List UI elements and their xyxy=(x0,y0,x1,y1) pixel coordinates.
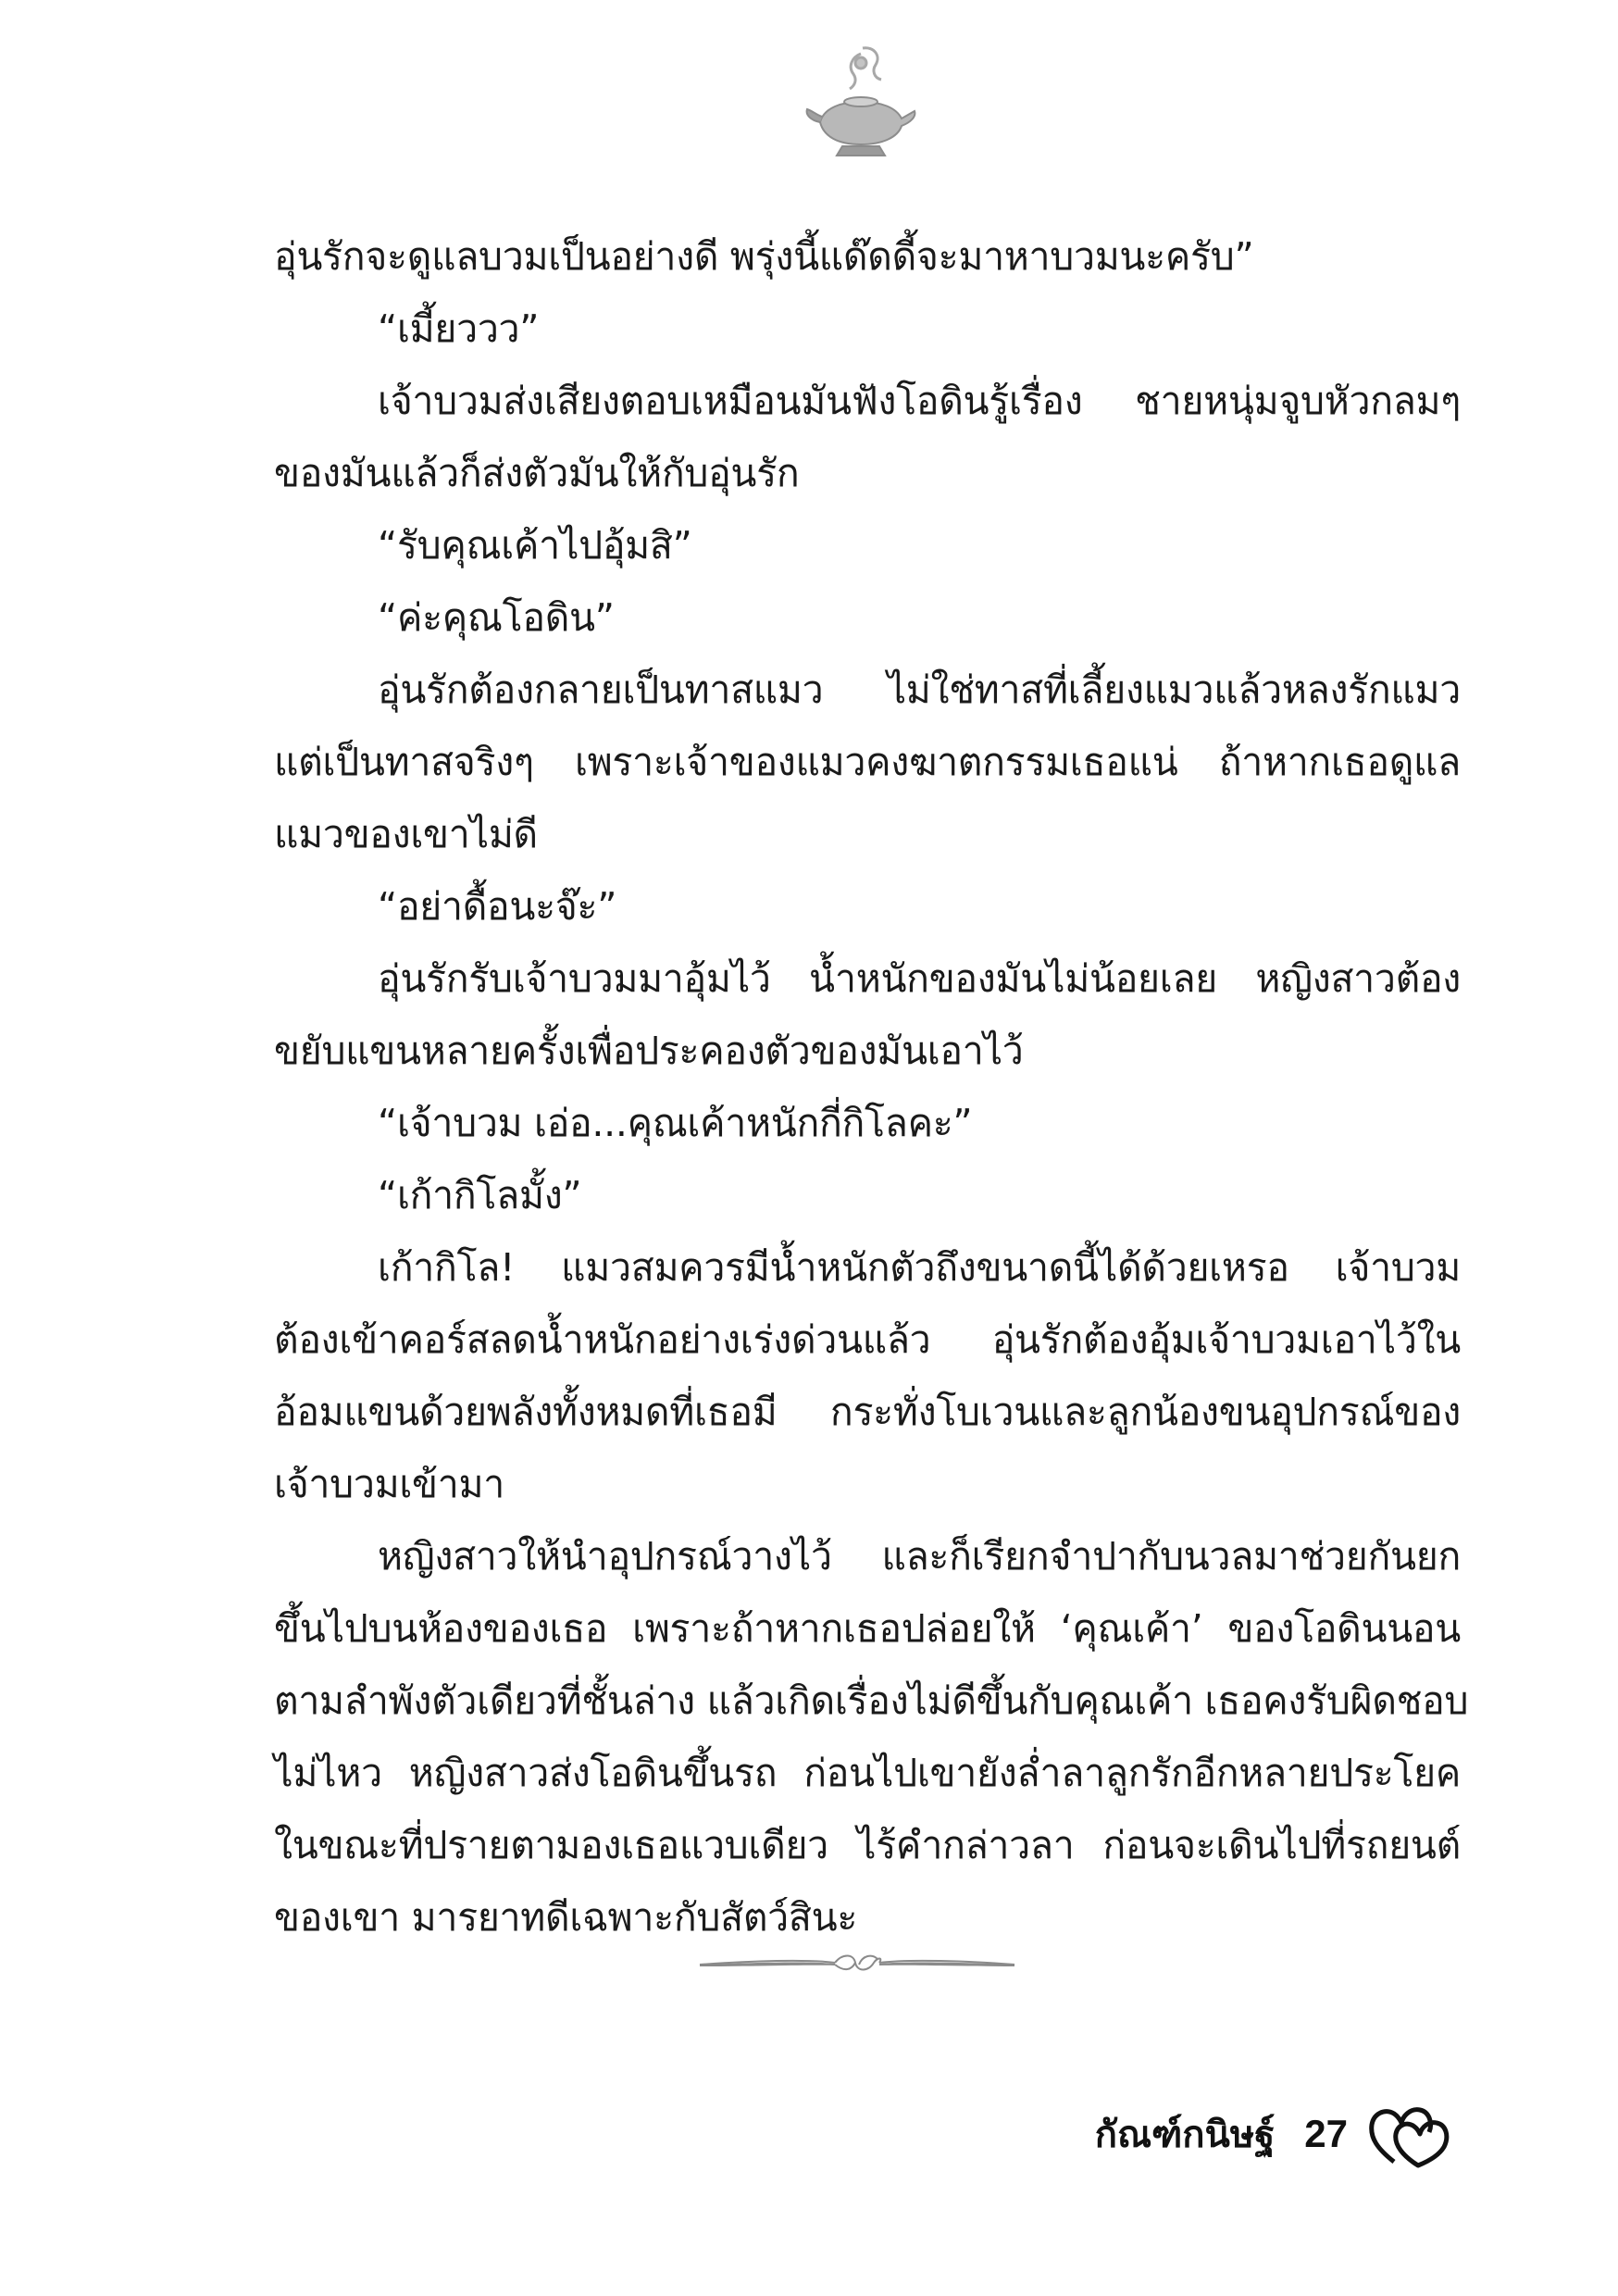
author-name: กัณฑ์กนิษฐ์ xyxy=(1094,2114,1276,2156)
double-heart-icon xyxy=(1366,2097,1451,2171)
flourish-divider-icon xyxy=(696,1944,1018,1981)
text-line: แต่เป็นทาสจริงๆ เพราะเจ้าของแมวคงฆาตกรรมเธอแน่ ถ้าหากเธอดูแล xyxy=(274,740,1461,784)
page-footer xyxy=(1095,2088,1451,2180)
text-line: ต้องเข้าคอร์สลดน้ำหนักอย่างเร่งด่วนแล้ว อุ่นรักต้องอุ้มเจ้าบวมเอาไว้ใน xyxy=(274,1317,1461,1362)
text-line: อุ่นรักจะดูแลบวมเป็นอย่างดี พรุ่งนี้แด๊ดดี้จะมาหาบวมนะครับ” xyxy=(274,234,1254,279)
text-line: “รับคุณเค้าไปอุ้มสิ” xyxy=(378,523,692,568)
text-line: เจ้าบวมเข้ามา xyxy=(274,1462,504,1506)
text-line: ขยับแขนหลายครั้งเพื่อประคองตัวของมันเอาไว้ xyxy=(274,1029,1024,1073)
text-line: เจ้าบวมส่งเสียงตอบเหมือนมันฟังโอดินรู้เรื่อง ชายหนุ่มจูบหัวกลมๆ xyxy=(378,379,1461,423)
text-line: อ้อมแขนด้วยพลังทั้งหมดที่เธอมี กระทั่งโบเวนและลูกน้องขนอุปกรณ์ของ xyxy=(274,1390,1461,1434)
text-line: “อย่าดื้อนะจ๊ะ” xyxy=(378,884,617,929)
text-line: เก้ากิโล! แมวสมควรมีน้ำหนักตัวถึงขนาดนี้ได้ด้วยเหรอ เจ้าบวม xyxy=(378,1245,1461,1290)
text-line: ตามลำพังตัวเดียวที่ชั้นล่าง แล้วเกิดเรื่องไม่ดีขึ้นกับคุณเค้า เธอคงรับผิดชอบ xyxy=(274,1678,1469,1723)
text-line: ของมันแล้วก็ส่งตัวมันให้กับอุ่นรัก xyxy=(274,451,800,495)
text-line: ของเขา มารยาทดีเฉพาะกับสัตว์สินะ xyxy=(274,1895,858,1940)
text-line: “เมี้ยววว” xyxy=(378,306,540,351)
body-text xyxy=(274,220,1469,1953)
text-line: แมวของเขาไม่ดี xyxy=(274,812,538,856)
text-line: ขึ้นไปบนห้องของเธอ เพราะถ้าหากเธอปล่อยให้ ‘คุณเค้า’ ของโอดินนอน xyxy=(274,1606,1461,1651)
genie-lamp-logo-icon xyxy=(796,37,926,167)
text-line: “เจ้าบวม เอ่อ...คุณเค้าหนักกี่กิโลคะ” xyxy=(378,1101,973,1145)
text-line: “ค่ะคุณโอดิน” xyxy=(378,595,615,640)
text-line: ในขณะที่ปรายตามองเธอแวบเดียว ไร้คำกล่าวลา ก่อนจะเดินไปที่รถยนต์ xyxy=(274,1823,1461,1867)
text-line: อุ่นรักรับเจ้าบวมมาอุ้มไว้ น้ำหนักของมันไม่น้อยเลย หญิงสาวต้อง xyxy=(378,956,1461,1001)
text-line: “เก้ากิโลมั้ง” xyxy=(378,1173,582,1217)
text-line: หญิงสาวให้นำอุปกรณ์วางไว้ และก็เรียกจำปากับนวลมาช่วยกันยก xyxy=(378,1534,1461,1578)
text-line: อุ่นรักต้องกลายเป็นทาสแมว ไม่ใช่ทาสที่เลี้ยงแมวแล้วหลงรักแมว xyxy=(378,668,1461,712)
page-number: 27 xyxy=(1304,2112,1348,2155)
text-line: ไม่ไหว หญิงสาวส่งโอดินขึ้นรถ ก่อนไปเขายังล่ำลาลูกรักอีกหลายประโยค xyxy=(274,1751,1461,1795)
